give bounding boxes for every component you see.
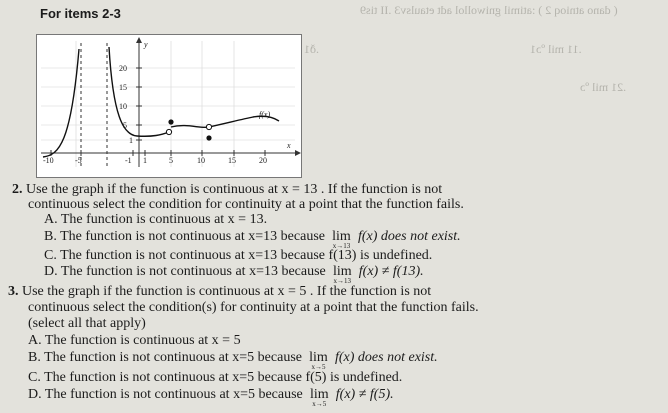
- x-tick-label: 15: [228, 156, 236, 165]
- q3-option-b[interactable]: B. The function is not continuous at x=5 because lim x→5 f(x) does not exist.: [28, 350, 438, 371]
- question-3-line-1: 3. Use the graph if the function is continuous at x = 5 . If the function is not: [8, 284, 432, 299]
- open-point: [206, 124, 211, 129]
- closed-point: [206, 135, 211, 140]
- q2-option-d[interactable]: D. The function is not continuous at x=13 because lim x→13 f(x) ≠ f(13).: [44, 264, 424, 285]
- x-tick-label: 1: [143, 156, 147, 165]
- y-axis-label: y: [144, 40, 148, 49]
- question-2-line-1: 2. Use the graph if the function is continuous at x = 13 . If the function is not: [12, 182, 443, 197]
- y-tick-label: 5: [123, 121, 127, 130]
- x-tick-label: -1: [125, 156, 132, 165]
- closed-point: [168, 119, 173, 124]
- open-point: [166, 129, 171, 134]
- x-tick-label: 10: [197, 156, 205, 165]
- q3-option-c[interactable]: C. The function is not continuous at x=5 because f(5) is undefined.: [28, 370, 403, 385]
- page-heading: For items 2-3: [40, 6, 121, 21]
- q2-option-b[interactable]: B. The function is not continuous at x=13 because lim x→13 f(x) does not exist.: [44, 229, 461, 250]
- q2-option-c[interactable]: C. The function is not continuous at x=13 because f(13) is undefined.: [44, 248, 433, 263]
- question-3-note: (select all that apply): [28, 316, 146, 331]
- function-label: f(x): [259, 110, 271, 119]
- bleed-through-text: .11 mil ºɔ1: [530, 42, 582, 56]
- y-tick-label: 1: [129, 136, 133, 145]
- limit-notation: lim x→13: [332, 229, 351, 250]
- y-tick-label: 20: [119, 64, 127, 73]
- curve-left-branch: [43, 49, 79, 157]
- function-graph: [36, 34, 302, 178]
- x-axis-label: x: [287, 141, 291, 150]
- bleed-through-text: .21 mil ºɔ: [580, 80, 627, 94]
- q2-option-a[interactable]: A. The function is continuous at x = 13.: [44, 212, 268, 227]
- curve-right-branch: [171, 126, 209, 128]
- question-2-line-2: continuous select the condition for continuity at a point that the function fails.: [28, 197, 464, 212]
- limit-notation: lim x→5: [309, 387, 329, 408]
- bleed-through-text: .ð1: [304, 42, 319, 56]
- q3-option-d[interactable]: D. The function is not continuous at x=5 because lim x→5 f(x) ≠ f(5).: [28, 387, 394, 408]
- x-tick-label: 5: [169, 156, 173, 165]
- y-tick-label: 15: [119, 83, 127, 92]
- x-tick-label: -5: [75, 156, 82, 165]
- limit-notation: lim x→5: [309, 350, 328, 371]
- y-tick-label: 10: [119, 102, 127, 111]
- bleed-through-text: ( dano atnioq 2 ) :atimil gniwollol adt etaulsv3 .II tis9: [360, 3, 618, 17]
- limit-notation: lim x→13: [332, 264, 352, 285]
- q3-option-a[interactable]: A. The function is continuous at x = 5: [28, 333, 241, 348]
- x-tick-label: -10: [43, 156, 54, 165]
- x-tick-label: 20: [259, 156, 267, 165]
- question-3-line-2: continuous select the condition(s) for continuity at a point that the function fails.: [28, 300, 479, 315]
